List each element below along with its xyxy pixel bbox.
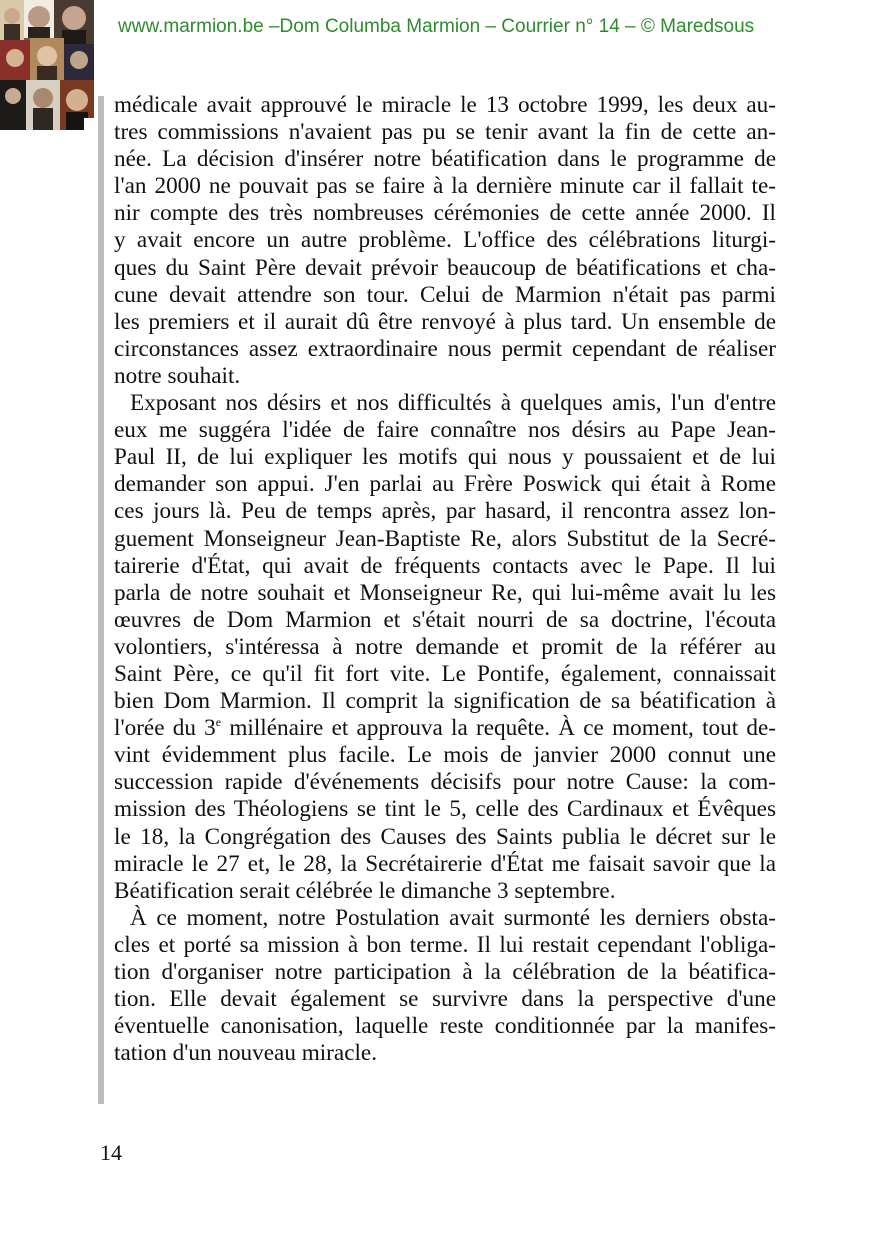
text-line: tion d'organiser notre participation à la célébration de la béatifica- bbox=[114, 959, 776, 985]
text-line: Exposant nos désirs et nos difficultés à quelques amis, l'un d'entre bbox=[130, 390, 776, 417]
page-number: 14 bbox=[100, 1140, 122, 1165]
photo-collage-icon bbox=[0, 0, 94, 130]
text-line: œuvres de Dom Marmion et s'était nourri de sa doctrine, l'écouta bbox=[114, 606, 776, 633]
text-line: cles et porté sa mission à bon terme. Il lui restait cependant l'obliga- bbox=[114, 931, 776, 958]
text-line: tation d'un nouveau miracle. bbox=[114, 1040, 378, 1067]
text-line: médicale avait approuvé le miracle le 13 octobre 1999, les deux au- bbox=[114, 92, 776, 118]
paragraph-1 bbox=[114, 92, 776, 390]
ordinal-superscript: e bbox=[215, 715, 222, 730]
text-line: nir compte des très nombreuses cérémonies de cette année 2000. Il bbox=[114, 200, 776, 227]
text-line: miracle le 27 et, le 28, la Secrétairerie d'État me faisait savoir que la bbox=[114, 850, 776, 877]
text-line: les premiers et il aurait dû être renvoyé à plus tard. Un ensemble de bbox=[114, 308, 776, 335]
text-line: eux me suggéra l'idée de faire connaître nos désirs au Pape Jean- bbox=[114, 417, 776, 444]
text-line: Paul II, de lui expliquer les motifs qui nous y poussaient et de lui bbox=[114, 444, 776, 471]
text-line: vint évidemment plus facile. Le mois de janvier 2000 connut une bbox=[114, 742, 776, 769]
text-line: cune devait attendre son tour. Celui de Marmion n'était pas parmi bbox=[114, 281, 776, 308]
text-line: y avait encore un autre problème. L'office des célébrations liturgi- bbox=[114, 227, 776, 254]
text-line: le 18, la Congrégation des Causes des Saints publia le décret sur le bbox=[114, 823, 776, 850]
text-line: ques du Saint Père devait prévoir beaucoup de béatifications et cha- bbox=[114, 254, 776, 281]
text-line: circonstances assez extraordinaire nous permit cependant de réaliser bbox=[114, 335, 776, 362]
text-line: éventuelle canonisation, laquelle reste conditionnée par la manifes- bbox=[114, 1013, 776, 1040]
text-line: demander son appui. J'en parlai au Frère Poswick qui était à Rome bbox=[114, 471, 776, 498]
text-line: bien Dom Marmion. Il comprit la signification de sa béatification à bbox=[114, 688, 776, 715]
text-line: née. La décision d'insérer notre béatification dans le programme de bbox=[114, 146, 776, 173]
text-line: Béatification serait célébrée le dimanche 3 septembre. bbox=[114, 877, 616, 904]
header-source-line: www.marmion.be –Dom Columba Marmion – Courrier n° 14 – © Maredsous bbox=[118, 16, 755, 37]
text-line: Saint Père, ce qu'il fit fort vite. Le Pontife, également, connaissait bbox=[114, 660, 776, 687]
paragraph-2 bbox=[114, 390, 776, 905]
text-line: tion. Elle devait également se survivre dans la perspective d'une bbox=[114, 986, 776, 1013]
text-fragment: millénaire et approuva la requête. À ce moment, tout de- bbox=[221, 715, 776, 742]
text-fragment: l'orée du 3 bbox=[114, 715, 216, 742]
text-line: tairerie d'État, qui avait de fréquents contacts avec le Pape. Il lui bbox=[114, 552, 776, 579]
text-line bbox=[114, 715, 776, 742]
body-text bbox=[114, 92, 776, 1067]
margin-bar bbox=[98, 96, 104, 1104]
text-line: tres commissions n'avaient pas pu se tenir avant la fin de cette an- bbox=[114, 119, 776, 146]
text-line: ces jours là. Peu de temps après, par hasard, il rencontra assez lon- bbox=[114, 498, 776, 525]
text-line: parla de notre souhait et Monseigneur Re, qui lui-même avait lu les bbox=[114, 579, 776, 606]
text-line: mission des Théologiens se tint le 5, celle des Cardinaux et Évêques bbox=[114, 796, 776, 823]
text-line: notre souhait. bbox=[114, 362, 241, 389]
text-line: succession rapide d'événements décisifs pour notre Cause: la com- bbox=[114, 769, 776, 796]
text-line: l'an 2000 ne pouvait pas se faire à la dernière minute car il fallait te- bbox=[114, 173, 776, 200]
paragraph-3 bbox=[114, 905, 776, 1068]
text-line: volontiers, s'intéressa à notre demande et promit de la référer au bbox=[114, 633, 776, 660]
text-line: guement Monseigneur Jean-Baptiste Re, alors Substitut de la Secré- bbox=[114, 525, 776, 552]
text-line: À ce moment, notre Postulation avait surmonté les derniers obsta- bbox=[130, 904, 776, 931]
